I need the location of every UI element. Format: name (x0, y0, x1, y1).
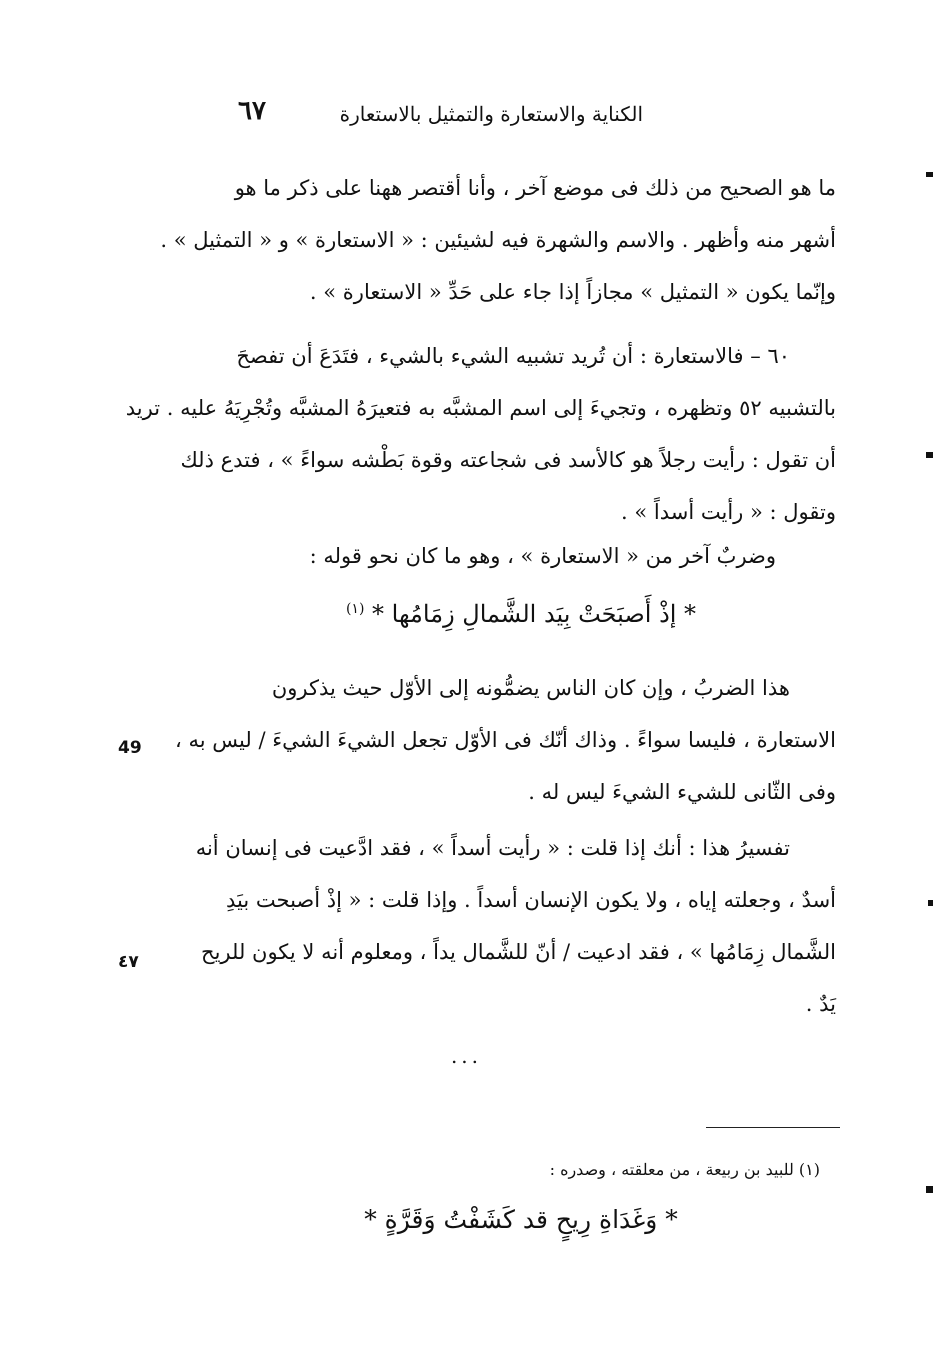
text-line: أشهر منه وأظهر . والاسم والشهرة فيه لشيئين : « الاستعارة » و « التمثيل » . (160, 228, 836, 252)
footnote-divider (706, 1127, 840, 1128)
text-line: أسدٌ ، وجعلته إياه ، ولا يكون الإنسان أسداً . وإذا قلت : « إذْ أصبحت بيَدِ (226, 888, 836, 912)
paragraph-60 (125, 330, 836, 538)
section-separator: ... (450, 1044, 483, 1068)
text-line: أن تقول : رأيت رجلاً هو كالأسد فى شجاعته وقوة بَطْشه سواءً » ، فتدع ذلك (180, 448, 836, 472)
paragraph-this-kind (175, 662, 836, 818)
footnote-reference: (١) (345, 601, 365, 617)
paragraph-another-kind: وضربٌ آخر من « الاستعارة » ، وهو ما كان نحو قوله : (309, 544, 776, 568)
scan-edge-mark (926, 452, 933, 458)
text-line: ما هو الصحيح من ذلك فى موضع آخر ، وأنا أقتصر ههنا على ذكر ما هو (234, 176, 836, 200)
margin-page-reference: 49 (118, 738, 142, 758)
scan-edge-mark (926, 172, 933, 177)
margin-page-reference: ٤٧ (118, 952, 139, 972)
page-header (0, 96, 933, 136)
quoted-verse (206, 600, 836, 628)
footnote-text: (١) للبيد بن ربيعة ، من معلقته ، وصدره : (549, 1160, 820, 1179)
paragraph-intro (160, 162, 836, 318)
scan-edge-mark (926, 1186, 933, 1193)
text-line: هذا الضربُ ، وإن كان الناس يضمُّونه إلى الأوّل حيث يذكرون (271, 676, 790, 700)
paragraph-explanation (195, 822, 836, 1030)
scan-edge-mark (928, 900, 933, 906)
footnote-verse: * وَغَدَاةِ رِيحٍ قد كَشَفْتُ وَقَرَّةٍ * (364, 1205, 678, 1234)
verse-text: * إذْ أَصبَحَتْ بِيَد الشَّمالِ زِمَامُها * (372, 600, 697, 628)
text-line: وتقول : « رأيت أسداً » . (621, 500, 836, 524)
text-line: تفسيرُ هذا : أنك إذا قلت : « رأيت أسداً » ، فقد ادَّعيت فى إنسان أنه (195, 836, 790, 860)
text-line: الشَّمال زِمَامُها » ، فقد ادعيت / أنّ للشَّمال يداً ، ومعلوم أنه لا يكون للريح (201, 940, 836, 964)
text-line: ٦٠ – فالاستعارة : أن تُريد تشبيه الشيء بالشيء ، فتَدَعَ أن تفصحَ (236, 344, 790, 368)
running-title: الكناية والاستعارة والتمثيل بالاستعارة (339, 102, 643, 126)
text-line: وفى الثّانى للشيء الشيءَ ليس له . (528, 780, 836, 804)
text-line: يَدٌ . (805, 992, 836, 1016)
text-line: الاستعارة ، فليسا سواءً . وذاك أنّك فى الأوّل تجعل الشيءَ الشيءَ / ليس به ، (175, 728, 836, 752)
text-line: وإنّما يكون « التمثيل » مجازاً إذا جاء على حَدِّ « الاستعارة » . (309, 280, 836, 304)
text-line: بالتشبيه ٥٢ وتظهره ، وتجيءَ إلى اسم المشبَّه به فتعيرَهُ المشبَّه وتُجْرِيَهُ عليه . تريد (125, 396, 836, 420)
page-number: ٦٧ (238, 96, 266, 126)
